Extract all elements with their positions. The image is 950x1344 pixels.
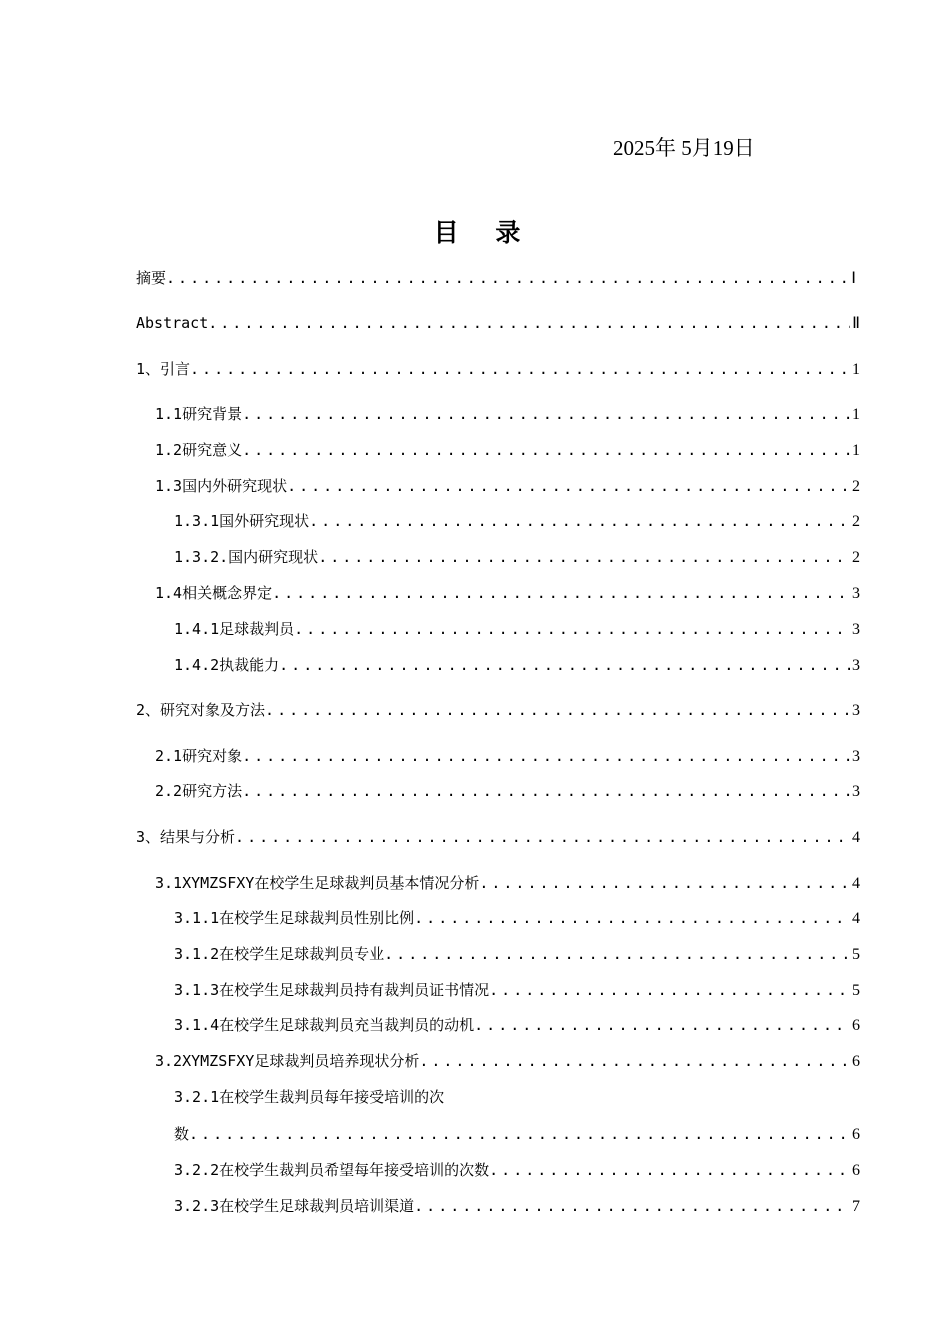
toc-entry-page: 1: [852, 406, 860, 423]
toc-entry-3-2-3[interactable]: [174, 1196, 860, 1217]
toc-entry-label: 1.1研究背景: [155, 405, 243, 423]
toc-leader-dots: [265, 700, 850, 720]
toc-leader-dots: [190, 359, 850, 379]
toc-entry-3-1-2[interactable]: [174, 944, 860, 965]
toc-entry-label: 3.2XYMZSFXY足球裁判员培养现状分析: [155, 1052, 420, 1070]
toc-entry-page: 4: [852, 829, 860, 846]
toc-leader-dots: [208, 313, 850, 333]
toc-entry-page: 3: [852, 657, 860, 674]
toc-entry-label: 1.2研究意义: [155, 441, 243, 459]
toc-entry-page: 3: [852, 702, 860, 719]
document-date: 2025年 5月19日: [613, 136, 755, 160]
toc-entry-3[interactable]: [136, 827, 860, 848]
toc-entry-label: 3.1.4在校学生足球裁判员充当裁判员的动机: [174, 1016, 475, 1034]
toc-entry-label: 1.3.2.国内研究现状: [174, 548, 319, 566]
toc-entry-abstract-en[interactable]: [136, 313, 860, 334]
toc-entry-page: 7: [852, 1198, 860, 1215]
toc-entry-3-2-1[interactable]: [174, 1124, 860, 1145]
toc-leader-dots: [419, 1051, 850, 1071]
toc-entry-label: 3.2.2在校学生裁判员希望每年接受培训的次数: [174, 1161, 490, 1179]
toc-leader-dots: [474, 1015, 850, 1035]
toc-leader-dots: [287, 476, 850, 496]
toc-entry-page: 1: [852, 361, 860, 378]
toc-entry-1-2[interactable]: [155, 440, 860, 461]
toc-entry-page: 6: [852, 1053, 860, 1070]
toc-leader-dots: [489, 1160, 850, 1180]
toc-leader-dots: [414, 1196, 850, 1216]
toc-entry-label: 1.4.1足球裁判员: [174, 620, 295, 638]
toc-entry-label: 2.1研究对象: [155, 747, 243, 765]
toc-entry-label-continuation: 数: [174, 1125, 190, 1143]
toc-leader-dots: [489, 980, 850, 1000]
toc-entry-label: 2.2研究方法: [155, 782, 243, 800]
toc-leader-dots: [479, 873, 850, 893]
toc-entry-page: 6: [852, 1017, 860, 1034]
toc-leader-dots: [309, 511, 850, 531]
toc-entry-3-1-4[interactable]: [174, 1015, 860, 1036]
toc-entry-1-1[interactable]: [155, 404, 860, 425]
toc-entry-page: 3: [852, 585, 860, 602]
toc-entry-page: 6: [852, 1162, 860, 1179]
toc-leader-dots: [384, 944, 850, 964]
toc-entry-label: 1.4相关概念界定: [155, 584, 273, 602]
toc-leader-dots: [272, 583, 850, 603]
toc-entry-page: 4: [852, 875, 860, 892]
toc-entry-label: 1.3国内外研究现状: [155, 477, 288, 495]
toc-entry-page: 5: [852, 982, 860, 999]
toc-entry-label: Abstract: [136, 314, 209, 332]
toc-entry-page: 3: [852, 748, 860, 765]
toc-entry-1-3[interactable]: [155, 476, 860, 497]
toc-entry-1-4[interactable]: [155, 583, 860, 604]
toc-entry-1-3-1[interactable]: [174, 511, 860, 532]
toc-leader-dots: [318, 547, 850, 567]
toc-entry-page: 1: [852, 442, 860, 459]
toc-entry-2-1[interactable]: [155, 746, 860, 767]
toc-entry-page: 2: [852, 549, 860, 566]
toc-entry-label: 1.3.1国外研究现状: [174, 512, 310, 530]
toc-entry-page: 4: [852, 910, 860, 927]
toc-entry-label: 3.1.1在校学生足球裁判员性别比例: [174, 909, 415, 927]
toc-title: 目 录: [433, 218, 535, 247]
toc-entry-page: 5: [852, 946, 860, 963]
toc-entry-label: 3.1.2在校学生足球裁判员专业: [174, 945, 385, 963]
toc-entry-2[interactable]: [136, 700, 860, 721]
toc-leader-dots: [279, 655, 850, 675]
toc-entry-label: 2、研究对象及方法: [136, 701, 266, 719]
toc-leader-dots: [242, 746, 850, 766]
toc-entry-2-2[interactable]: [155, 781, 860, 802]
toc-entry-label: 3.1.3在校学生足球裁判员持有裁判员证书情况: [174, 981, 490, 999]
toc-entry-3-2-1-label[interactable]: 3.2.1在校学生裁判员每年接受培训的次: [174, 1088, 445, 1106]
toc-entry-label: 3.1XYMZSFXY在校学生足球裁判员基本情况分析: [155, 874, 480, 892]
toc-leader-dots: [189, 1124, 850, 1144]
toc-entry-label: 1.4.2执裁能力: [174, 656, 280, 674]
toc-leader-dots: [166, 268, 849, 288]
toc-entry-3-2[interactable]: [155, 1051, 860, 1072]
toc-entry-page: 3: [852, 783, 860, 800]
toc-entry-label: 3.2.3在校学生足球裁判员培训渠道: [174, 1197, 415, 1215]
toc-entry-page: 3: [852, 621, 860, 638]
toc-entry-page: Ⅰ: [851, 270, 856, 287]
toc-entry-page: Ⅱ: [852, 315, 860, 332]
toc-entry-page: 2: [852, 478, 860, 495]
toc-leader-dots: [294, 619, 850, 639]
toc-leader-dots: [235, 827, 850, 847]
toc-entry-page: 2: [852, 513, 860, 530]
toc-leader-dots: [242, 404, 850, 424]
toc-entry-1-4-1[interactable]: [174, 619, 860, 640]
toc-entry-3-2-2[interactable]: [174, 1160, 860, 1181]
toc-leader-dots: [242, 440, 850, 460]
toc-entry-3-1[interactable]: [155, 873, 860, 894]
toc-leader-dots: [242, 781, 850, 801]
toc-entry-1-3-2[interactable]: [174, 547, 860, 568]
toc-entry-1-4-2[interactable]: [174, 655, 860, 676]
toc-entry-label: 3、结果与分析: [136, 828, 236, 846]
toc-entry-abstract-cn[interactable]: [136, 268, 856, 289]
toc-entry-label: 1、引言: [136, 360, 191, 378]
toc-entry-3-1-3[interactable]: [174, 980, 860, 1001]
toc-leader-dots: [414, 908, 850, 928]
toc-entry-1[interactable]: [136, 359, 860, 380]
toc-entry-3-1-1[interactable]: [174, 908, 860, 929]
toc-entry-page: 6: [852, 1126, 860, 1143]
toc-entry-label: 摘要: [136, 269, 167, 287]
